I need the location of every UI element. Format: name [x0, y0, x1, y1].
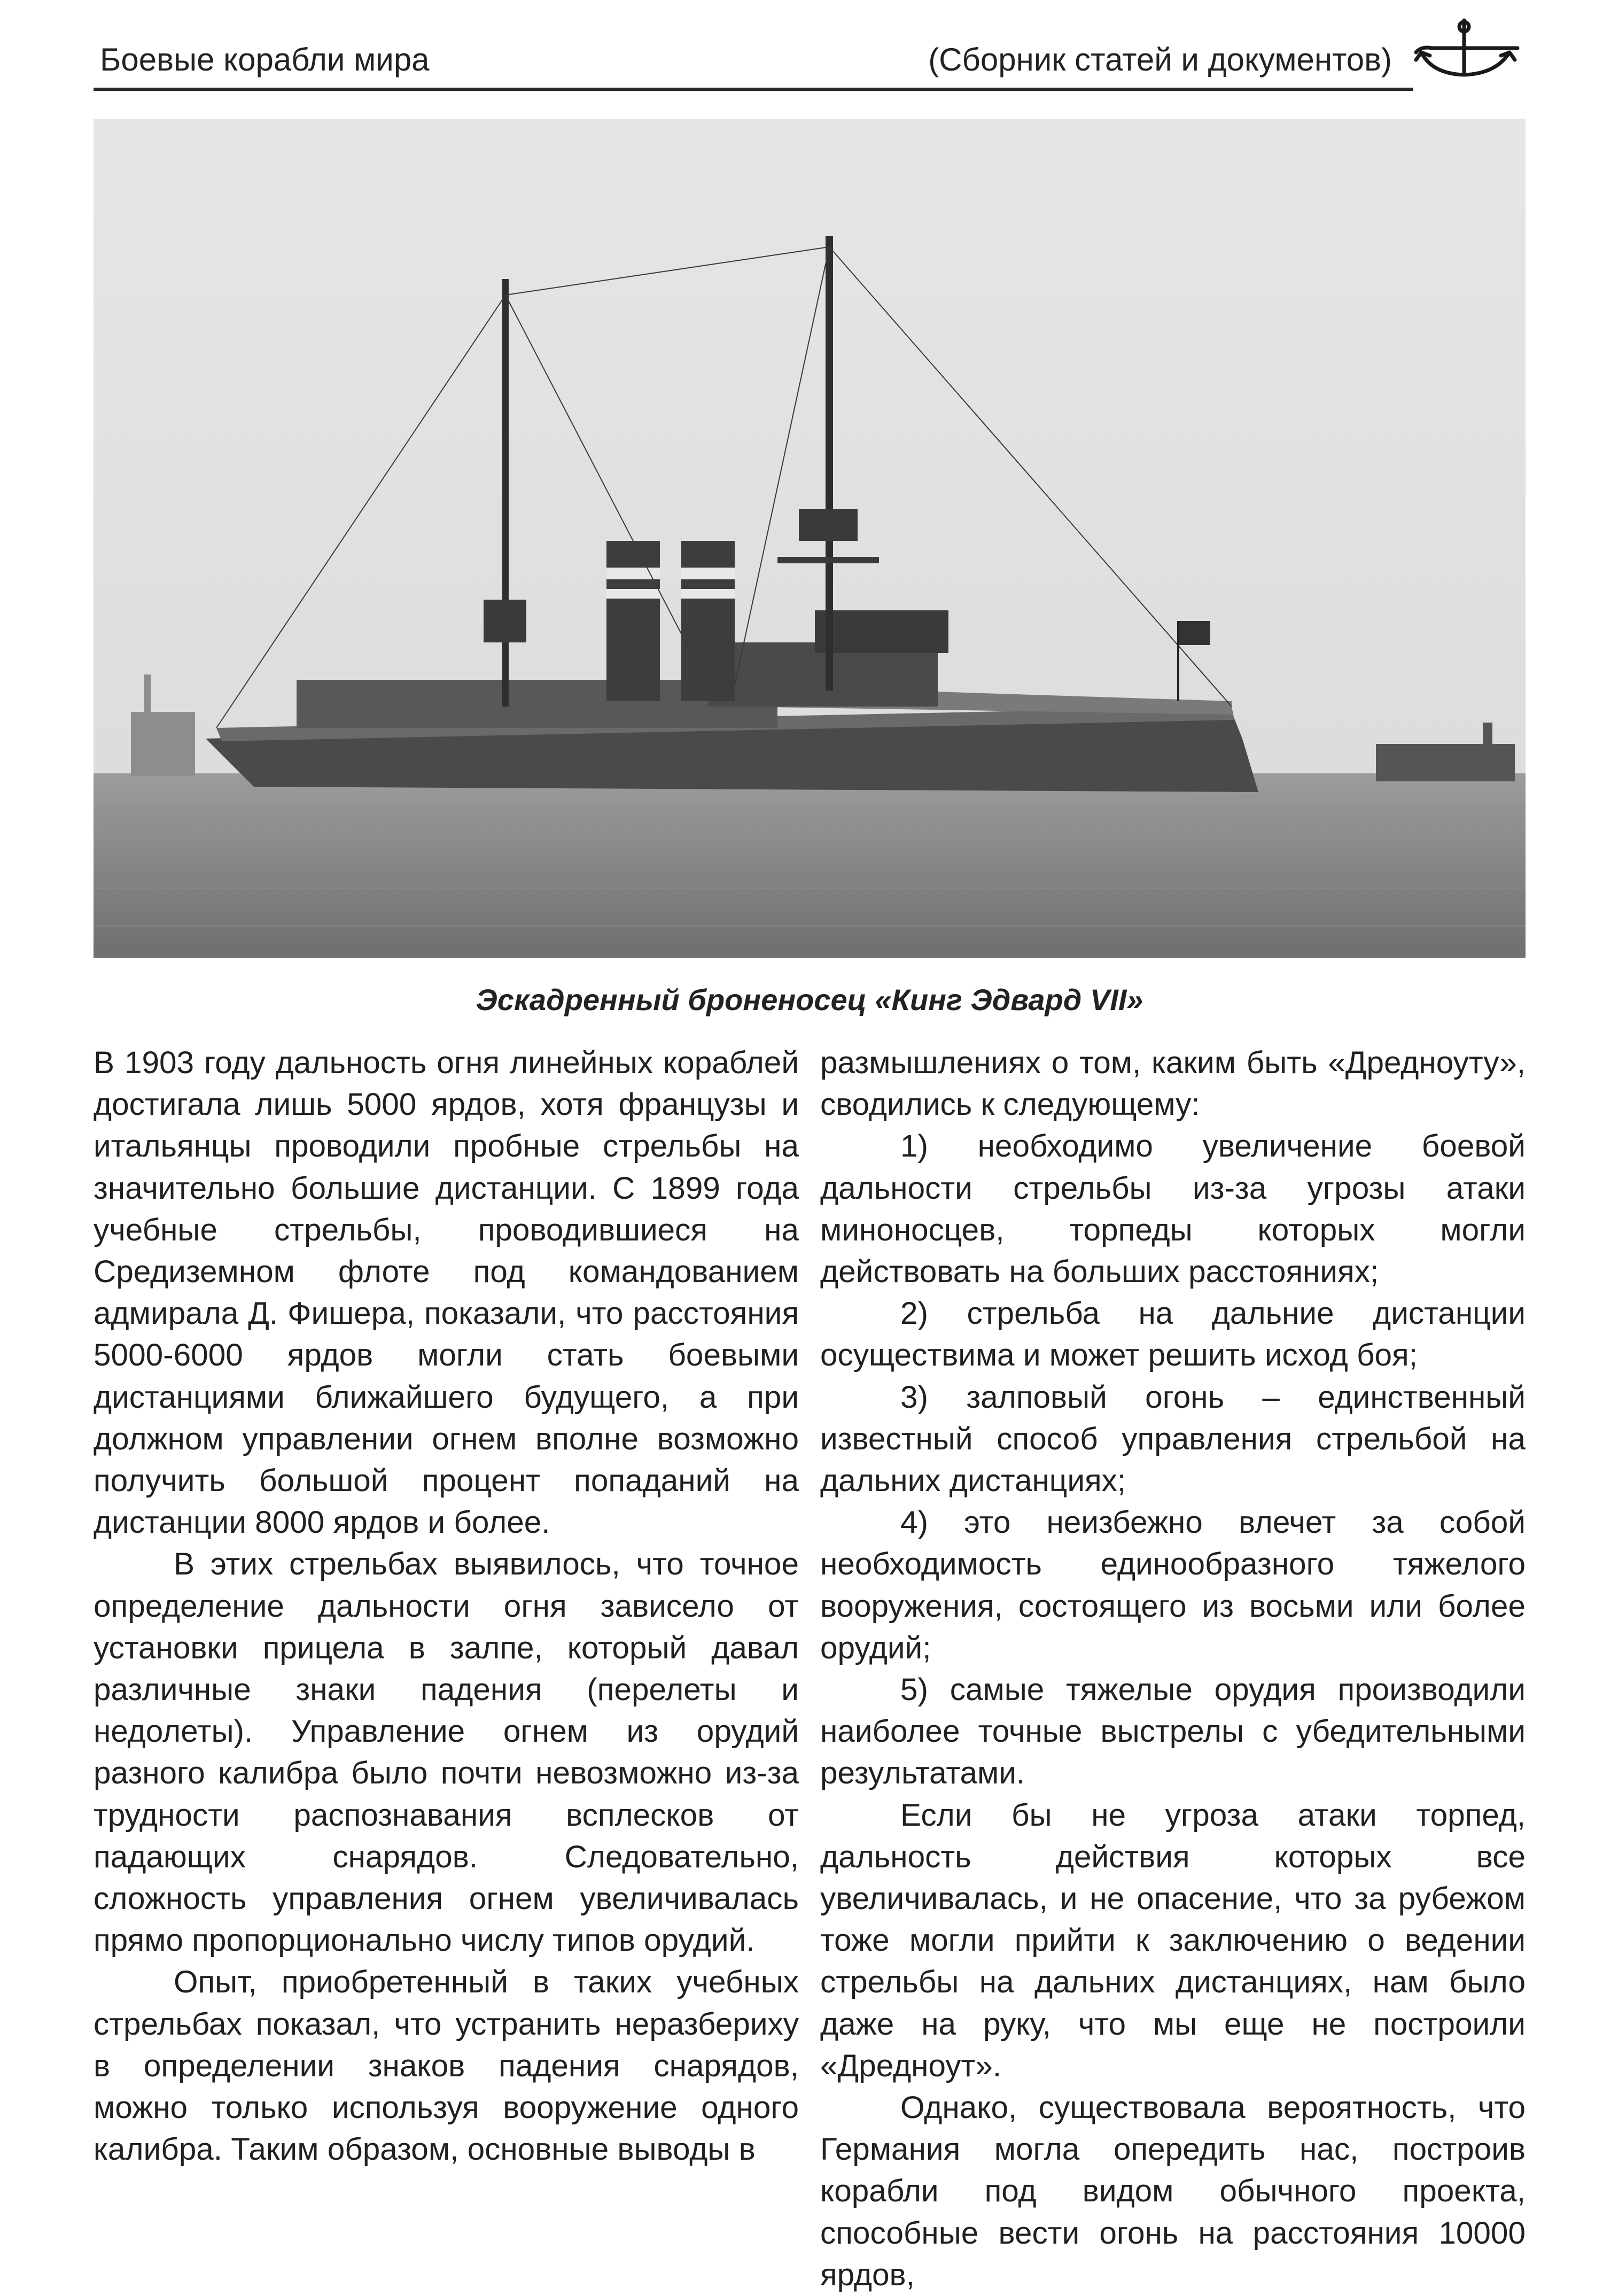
anchor-icon	[1411, 15, 1523, 95]
photo-caption: Эскадренный броненосец «Кинг Эдвард VII»	[476, 983, 1143, 1017]
paragraph: В этих стрельбах выявилось, что точное определение дальности огня зависело от установки прицела в залпе, который давал различные знаки падения (перелеты и недолеты). Управление огнем из орудий разного калибра было почти невозможно из-за трудности распознавания всплесков от падающих снарядов. Следовательно, сложность управления огнем увеличивалась прямо пропорционально числу типов орудий.	[94, 1547, 799, 1958]
paragraph: В 1903 году дальность огня линейных кораблей достигала лишь 5000 ярдов, хотя французы и итальянцы проводили пробные стрельбы на значительно большие дистанции. С 1899 года учебные стрельбы, проводившиеся на Средиземном флоте под командованием адмирала Д. Фишера, показали, что расстояния 5000-6000 ярдов могли стать боевыми дистанциями ближайшего будущего, а при должном управлении огнем вполне возможно получить большой процент попаданий на дистанции 8000 ярдов и более.	[94, 1045, 799, 1540]
list-item: 5) самые тяжелые орудия производили наиболее точные выстрелы с убедительными результатами.	[820, 1672, 1526, 1791]
header-title: Боевые корабли мира	[100, 42, 430, 77]
battleship-photo-drawing	[94, 119, 1526, 958]
paragraph: размышлениях о том, каким быть «Дредноуту», сводились к следующему:	[820, 1045, 1526, 1122]
header-subtitle: (Сборник статей и документов)	[928, 42, 1392, 77]
paragraph: Однако, существовала вероятность, что Германия могла опередить нас, построив корабли под видом обычного проекта, способные вести огонь на расстояния 10000 ярдов,	[820, 2090, 1526, 2292]
list-item: 2) стрельба на дальние дистанции осуществима и может решить исход боя;	[820, 1296, 1526, 1373]
paragraph: Опыт, приобретенный в таких учебных стрельбах показал, что устранить неразбериху в определении знаков падения снарядов, можно только используя вооружение одного калибра. Таким образом, основные выводы в	[94, 1965, 799, 2167]
list-item: 3) залповый огонь – единственный известный способ управления стрельбой на дальних дистанциях;	[820, 1379, 1526, 1499]
battleship-photo	[94, 119, 1526, 958]
running-header	[94, 36, 1413, 91]
left-column	[94, 1042, 799, 2170]
list-item: 4) это неизбежно влечет за собой необходимость единообразного тяжелого вооружения, состоящего из восьми или более орудий;	[820, 1505, 1526, 1665]
list-item: 1) необходимо увеличение боевой дальности стрельбы из-за угрозы атаки миноносцев, торпеды которых могли действовать на больших расстояниях;	[820, 1129, 1526, 1290]
right-column	[820, 1042, 1526, 2296]
paragraph: Если бы не угроза атаки торпед, дальность действия которых все увеличивалась, и не опасение, что за рубежом тоже могли прийти к заключению о ведении стрельбы на дальних дистанциях, нам было даже на руку, что мы еще не построили «Дредноут».	[820, 1797, 1526, 2083]
